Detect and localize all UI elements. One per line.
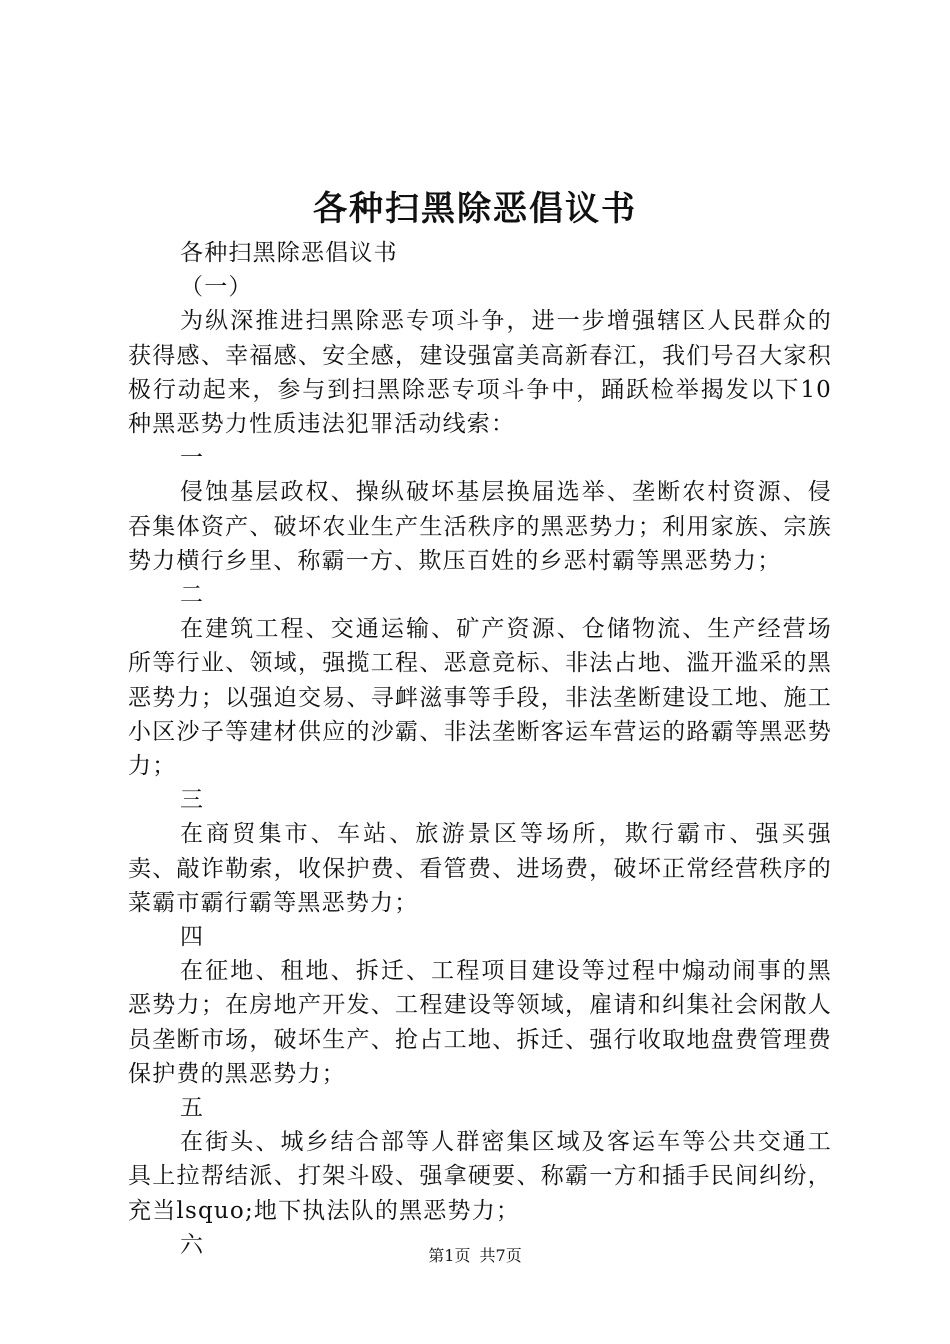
paragraph-subtitle: 各种扫黑除恶倡议书 <box>180 240 398 266</box>
item-text-4: 在征地、租地、拆迁、工程项目建设等过程中煽动闹事的黑恶势力；在房地产开发、工程建设等领域，雇请和纠集社会闲散人员垄断市场，破坏生产、抢占工地、拆迁、强行收取地盘费管理费保护费的黑恶势力； <box>128 958 832 1087</box>
page-number-current: 第1页 <box>428 1246 471 1265</box>
item-number-3: 三 <box>180 787 205 814</box>
item-number-2: 二 <box>180 582 205 609</box>
item-text-3: 在商贸集市、车站、旅游景区等场所，欺行霸市、强买强卖、敲诈勒索，收保护费、看管费、进场费，破坏正常经营秩序的菜霸市霸行霸等黑恶势力； <box>128 821 832 916</box>
page-number-total: 共7页 <box>479 1246 522 1265</box>
paragraph-section-label: （一） <box>180 274 253 301</box>
page-footer <box>0 1244 950 1268</box>
paragraph-intro: 为纵深推进扫黑除恶专项斗争，进一步增强辖区人民群众的获得感、幸福感、安全感，建设强富美高新春江，我们号召大家积极行动起来，参与到扫黑除恶专项斗争中，踊跃检举揭发以下10种黑恶势力性质违法犯罪活动线索： <box>128 308 832 438</box>
item-text-5: 在街头、城乡结合部等人群密集区域及客运车等公共交通工具上拉帮结派、打架斗殴、强拿硬要、称霸一方和插手民间纠纷，充当lsquo;地下执法队的黑恶势力； <box>128 1129 832 1224</box>
item-text-1: 侵蚀基层政权、操纵破坏基层换届选举、垄断农村资源、侵吞集体资产、破坏农业生产生活秩序的黑恶势力；利用家族、宗族势力横行乡里、称霸一方、欺压百姓的乡恶村霸等黑恶势力； <box>128 479 832 574</box>
item-text-2: 在建筑工程、交通运输、矿产资源、仓储物流、生产经营场所等行业、领域，强揽工程、恶意竞标、非法占地、滥开滥采的黑恶势力；以强迫交易、寻衅滋事等手段，非法垄断建设工地、施工小区沙子等建材供应的沙霸、非法垄断客运车营运的路霸等黑恶势力； <box>128 616 832 780</box>
document-title: 各种扫黑除恶倡议书 <box>313 189 637 229</box>
document-body <box>128 236 832 1262</box>
item-number-1: 一 <box>180 445 205 472</box>
item-number-4: 四 <box>180 924 205 951</box>
item-number-6: 六 <box>180 1231 205 1258</box>
item-number-5: 五 <box>180 1095 205 1122</box>
